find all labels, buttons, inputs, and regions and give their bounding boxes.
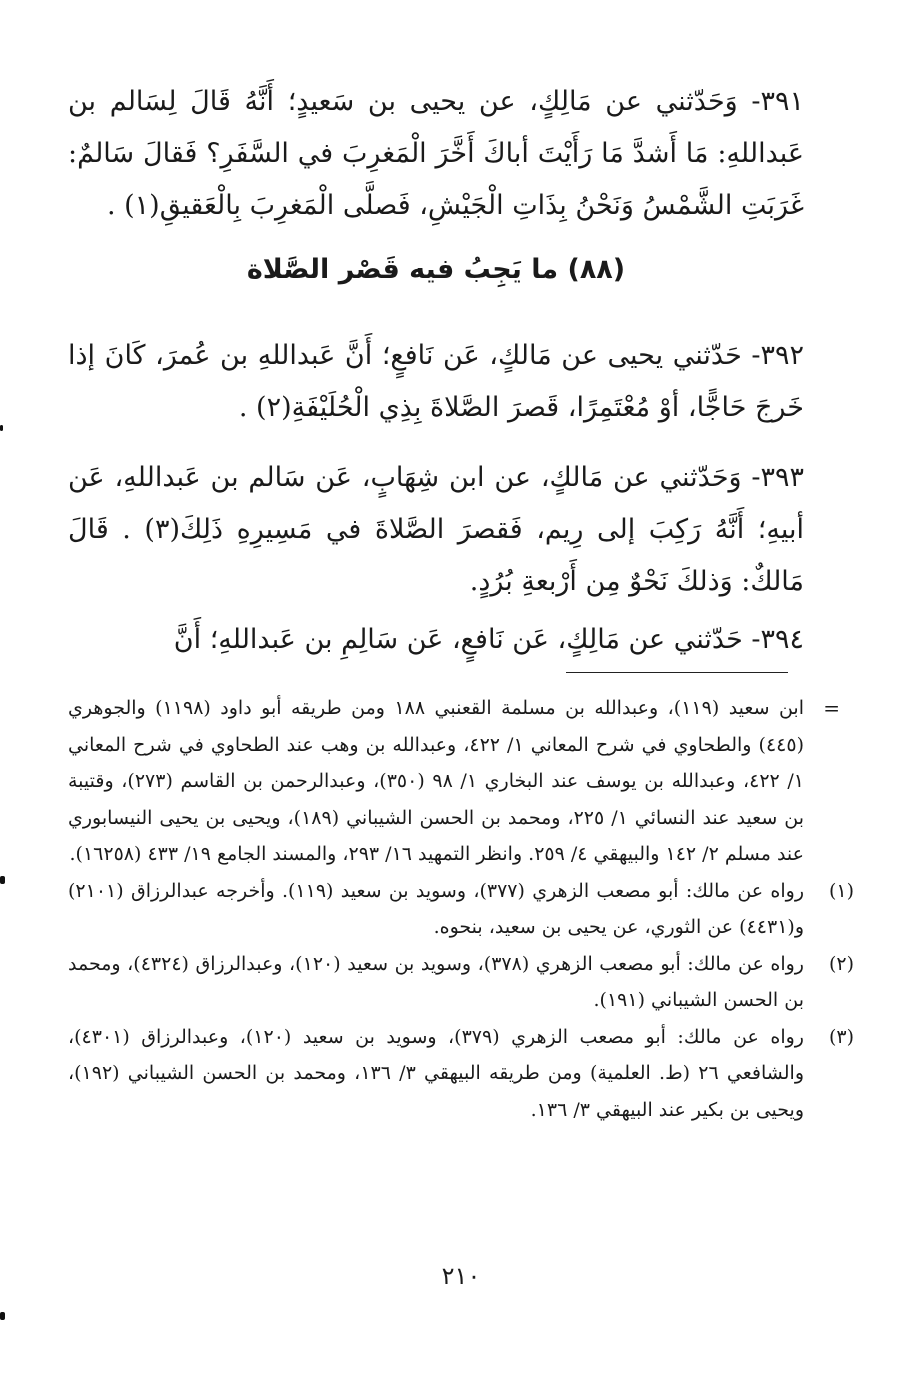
footnote-text: رواه عن مالك: أبو مصعب الزهري (٣٧٧)، وسويد بن سعيد (١١٩). وأخرجه عبدالرزاق (٢١٠١) و(٤٤٣١) عن الثوري، عن يحيى بن سعيد، بنحوه.	[68, 879, 804, 938]
hadith-392	[68, 330, 804, 434]
footnote-2	[68, 946, 854, 1019]
footnote-continuation	[68, 690, 840, 873]
footnote-continuation-text: ابن سعيد (١١٩)، وعبدالله بن مسلمة القعنبي ١٨٨ ومن طريقه أبو داود (١١٩٨) والجوهري (٤٤٥) والطحاوي في شرح المعاني ١/ ٤٢٢، وعبدالله بن وهب عند الطحاوي في شرح المعاني ١/ ٤٢٢، وعبدالله بن يوسف عند البخاري ١/ ٩٨ (٣٥٠)، وعبدالرحمن بن القاسم (٢٧٣)، وقتيبة بن سعيد عند النسائي ١/ ٢٢٥، ومحمد بن الحسن الشيباني (١٨٩)، ويحيى بن يحيى النيسابوري عند مسلم ٢/ ١٤٢ والبيهقي ٤/ ٢٥٩. وانظر التمهيد ١٦/ ٢٩٣، والمسند الجامع ١٩/ ٤٣٣ (١٦٢٥٨).	[68, 697, 805, 865]
scan-mark	[0, 1312, 5, 1320]
hadith-393-text: ٣٩٣- وَحَدّثني عن مَالكٍ، عن ابن شِهَابٍ، عَن سَالم بن عَبداللهِ، عَن أبيهِ؛ أَنَّهُ رَكِبَ إلى رِيم، فَقصرَ الصَّلاةَ في مَسِيرِهِ ذَلِكَ(٣) . قَالَ مَالكٌ: وَذلكَ نَحْوٌ مِن أَرْبعةِ بُرُدٍ.	[68, 462, 804, 597]
scan-mark	[0, 876, 5, 884]
hadith-391	[68, 76, 804, 232]
scan-mark	[0, 425, 3, 431]
chapter-heading: (٨٨) ما يَجِبُ فيه قَصْر الصَّلاة	[246, 254, 626, 285]
hadith-394	[68, 614, 804, 666]
hadith-394-text: ٣٩٤- حَدّثني عن مَالِكٍ، عَن نَافعٍ، عَن سَالِمِ بن عَبداللهِ؛ أَنَّ	[173, 624, 804, 655]
footnote-3	[68, 1019, 854, 1129]
hadith-392-text: ٣٩٢- حَدّثني يحيى عن مَالكٍ، عَن نَافعٍ؛ أَنَّ عَبداللهِ بن عُمرَ، كَانَ إذا خَرجَ حَاجًّا، أوْ مُعْتَمِرًا، قَصرَ الصَّلاةَ بِذِي الْحُلَيْفَةِ(٢) .	[68, 340, 804, 423]
footnote-text: رواه عن مالك: أبو مصعب الزهري (٣٧٨)، وسويد بن سعيد (١٢٠)، وعبدالرزاق (٤٣٢٤)، ومحمد بن الحسن الشيباني (١٩١).	[68, 952, 804, 1011]
footnote-1	[68, 873, 854, 946]
footnote-number: (٢)	[828, 952, 854, 975]
hadith-393	[68, 452, 804, 608]
footnote-text: رواه عن مالك: أبو مصعب الزهري (٣٧٩)، وسويد بن سعيد (١٢٠)، وعبدالرزاق (٤٣٠١)، والشافعي ٢٦ (ط. العلمية) ومن طريقه البيهقي ٣/ ١٣٦، ومحمد بن الحسن الشيباني (١٩٢)، ويحيى بن بكير عند البيهقي ٣/ ١٣٦.	[68, 1025, 804, 1121]
footnote-separator	[566, 672, 788, 673]
footnote-number: (١)	[828, 879, 854, 902]
footnote-number: (٣)	[828, 1025, 854, 1048]
hadith-391-text: ٣٩١- وَحَدّثني عن مَالِكٍ، عن يحيى بن سَعيدٍ؛ أَنَّهُ قَالَ لِسَالم بن عَبداللهِ: مَا أَشدَّ مَا رَأَيْتَ أباكَ أَخَّرَ الْمَغرِبَ في السَّفَرِ؟ فَقالَ سَالمٌ: غَرَبَتِ الشَّمْسُ وَنَحْنُ بِذَاتِ الْجَيْشِ، فَصلَّى الْمَغرِبَ بِالْعَقيقِ(١) .	[68, 86, 804, 221]
footnotes	[68, 690, 854, 1128]
page-number: ٢١٠	[441, 1262, 481, 1290]
continuation-marker: =	[823, 696, 840, 720]
